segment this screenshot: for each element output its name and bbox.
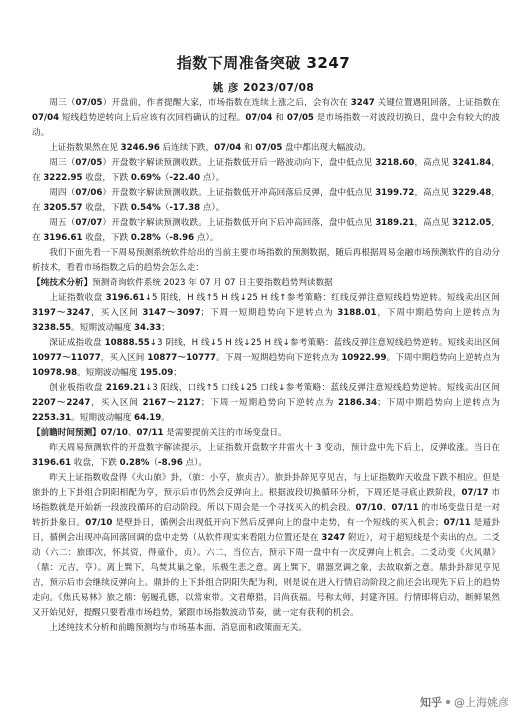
text-run: 07/05 [255,143,283,153]
text-run: ，买入区间 [100,353,148,363]
text-run: ）开盘数字解读预测收跌。上证指数低开向下后冲高回落，盘中低点见 [102,218,376,228]
text-run: ）开盘数字解读预测收跌。上证指数低开后一路波动向下，盘中低点见 [102,158,376,168]
text-run: 07/07 [75,218,103,228]
text-run: 上证指数收盘 [49,293,106,303]
text-run: 3229.48 [452,188,492,198]
text-run: 0.28% [130,233,161,243]
zhihu-logo: 知乎 [420,696,442,709]
text-run: 3247 [321,533,346,543]
text-run: ，高点见 [414,218,453,228]
text-run: 3189.21 [375,218,415,228]
text-run: 3222.95 [43,173,83,183]
text-run: 深证成指收盘 [49,338,105,348]
paragraph-p7 [32,276,500,291]
watermark [420,694,509,710]
paragraph-p2 [32,141,500,156]
paragraph-p13 [32,471,500,621]
text-run: 3147～3097 [142,308,201,318]
text-run: 周五（ [49,218,76,228]
text-run: 。短期波动幅度 [77,368,141,378]
text-run: 收盘，下跌 [82,173,131,183]
text-run: 收盘，下跌 [71,458,120,468]
text-run: 07/05 [286,113,314,123]
text-run: 是壁卦日，循例会出现低开向下然后反弹向上的盘中走势，有一个短线的买入机会； [112,518,444,528]
paragraph-p14 [32,621,500,636]
text-run: 07/11 [136,428,164,438]
text-run: 07/11 [391,503,419,513]
text-run: 。短期波动幅度 [71,323,135,333]
text-run: 07/05 [75,158,103,168]
text-run: 是遁卦日，循例会出现冲高回落回调的盘中走势（从软件现实来看阻力位置还是在 [32,518,501,543]
text-run: （ [160,173,170,183]
text-run: 周三（ [49,158,76,168]
text-run: 10888.55 [104,338,150,348]
text-run: 0.69% [130,173,161,183]
text-run: 3205.57 [43,203,83,213]
text-run: 07/10 [85,518,113,528]
text-run: ↓3 阳线，口线↑5 口线↓25 口线↓参考策略：蓝线反弹注意短线趋势逆转。短线卖出区间 [145,383,500,393]
text-run: 昨天上证指数收盘得《火山旅》卦，（旅：小亨，旅贞吉）。旅卦卦辞见亨见吉，与上证指数昨天收盘下跌不相应。但是旅卦的上下卦组合阴阳相配为亨，预示后市仍然会反弹向上。根据波段切换循环分析，下周还是寻底止跌阶段， [32,473,500,498]
text-run: -17.38 [169,203,201,213]
text-run: ； [161,323,170,333]
text-run: ，买入区间 [90,308,143,318]
text-run: 64.19 [134,413,162,423]
text-run: 3196.61 [32,458,72,468]
separator-dot-icon [446,700,450,704]
paragraph-p4 [32,186,500,216]
text-run: 点）。 [200,173,225,183]
text-run: 10877～10777 [147,353,217,363]
text-run: 创业板指收盘 [49,383,106,393]
text-run: 。 [161,413,170,423]
text-run: 3196.61 [105,293,145,303]
paragraph-p11 [32,426,500,441]
text-run: 3246.96 [120,143,160,153]
text-run: 我们下面先看一下周易预测系统软件给出的当前主要市场指数的预测数据，随后再根据周易金融市场预测软件的自动分析技术，看看市场指数之后的趋势会怎么走： [32,248,500,273]
text-run: 是市场指数一对波段切换日，盘中会有较大的波动。 [32,113,501,138]
text-run: 点）。 [194,233,219,243]
text-run: 07/06 [75,188,103,198]
text-run: ，在 [32,218,500,243]
text-run: 收盘，下跌 [82,233,131,243]
text-run: ；下周中期趋势向上逆转点为 [377,398,501,408]
text-run: （ [160,203,170,213]
text-run: 、 [382,503,392,513]
text-run: -8.96 [169,233,195,243]
text-run: 10978.98 [32,368,78,378]
paragraph-p9 [32,336,500,381]
text-run: 、 [127,428,137,438]
text-run: 。下周中期趋势向上逆转点为 [386,353,500,363]
paragraph-p6 [32,246,500,276]
paragraph-p12 [32,441,500,471]
text-run: 周四（ [49,188,76,198]
text-run: 附近），对于超短线是个卖出的点。二爻动（六二：旅即次，怀其资，得童仆，贞）。六二，当位吉，预示下周一盘中有一次反弹向上机会。二爻动变《火风鼎》（鼎：元吉，亨）。离上巽下，鸟焚其巢之象，乐极生悲之意。离上巽下，鼎器烹调之象，去故取新之意。鼎卦卦辞见亨见吉，预示后市会继续反弹向上。鼎卦的上下卦组合阴阳失配为利，则是说在进入行情启动阶段之前还会出现先下后上的趋势走向。《焦氏易林》旅之鼎：躬履孔德，以常束带。文君燎猎，吕尚获福。号称太师，封建齐国。行情即将启动，断鲜果然又开始见好，提醒只要看准市场趋势，紧跟市场指数波动节奏，就一定有获利的机会。 [32,533,501,618]
text-run: 市场指数就是开始新一段波段循环的启动阶段。所以下周会是一个寻找买入的机会段。 [32,488,500,513]
text-run: 07/10 [100,428,128,438]
text-run: 3247 [350,98,375,108]
text-run: 3196.61 [43,233,83,243]
text-run: 07/04 [245,113,273,123]
text-run: 3218.60 [375,158,415,168]
text-run: 07/04 [32,113,60,123]
text-run: ； [173,368,182,378]
text-run: ）开盘前，作者提醒大家，市场指数在连续上涨之后，会有次在 [102,98,351,108]
paragraph-p3 [32,156,500,186]
text-run: 195.09 [140,368,174,378]
text-run: 3238.55 [32,323,72,333]
watermark-author: @上海姚彦 [454,696,509,709]
text-run: ）开盘数字解读预测收跌。上证指数低开冲高回落后反弹，盘中低点见 [102,188,376,198]
paragraph-p5 [32,216,500,246]
text-run: ，在 [32,158,500,183]
text-run: 关键位置遇阻回落，上证指数在 [374,98,501,108]
text-run: ↓5 阳线，H 线↑5 H 线↓25 H 线↑参考策略：红线反弹注意短线趋势逆转。短线卖出区间 [144,293,501,303]
text-run: 2253.31 [32,413,72,423]
text-run: 点）。 [182,458,208,468]
text-run: （ [160,233,170,243]
article-body [32,96,500,636]
text-run: 后连续下跌， [159,143,215,153]
text-run: 2167～2127 [142,398,201,408]
text-run: 【前瞻时间预测】 [32,428,101,438]
text-run: -22.40 [169,173,201,183]
text-run: 07/11 [443,518,471,528]
text-run: ，在 [32,188,500,213]
text-run: 预测奇询软件系统 2023 年 07 月 07 日主要指数趋势判读数据 [92,278,333,288]
text-run: 3197～3247 [32,308,91,318]
text-run: 2207～2247 [32,398,91,408]
paragraph-p10 [32,381,500,426]
text-run: 10977～11077 [32,353,101,363]
text-run: 盘中都出现大幅波动。 [282,143,371,153]
text-run: 3212.05 [452,218,492,228]
text-run: 【纯技术分析】 [32,278,93,288]
text-run: ，买入区间 [90,398,143,408]
text-run: 07/17 [461,488,489,498]
text-run: ；下周一短期趋势向下逆转点为 [200,398,338,408]
text-run: 07/10 [355,503,383,513]
text-run: ，下周中期趋势向上逆转点为 [376,308,500,318]
text-run: 昨天周易预测软件的开盘数字解读提示，上证指数开盘数字井雷火十 3 变动，预计盘中先下后上，反弹收涨。当日在 [49,443,500,453]
text-run: ；下周一短期趋势向下逆转点为 [200,308,338,318]
article-byline: 姚 彦 2023/07/08 [212,82,315,94]
paragraph-p1 [32,96,500,141]
text-run: 是需要提前关注的市场变盘日。 [163,428,287,438]
text-run: ↓3 阴线，H 线↓5 H 线↓25 H 线↓参考策略：蓝线反弹注意短线趋势逆转。短线卖出区间 [149,338,501,348]
text-run: 和 [241,143,256,153]
text-run: 10922.99 [341,353,387,363]
text-run: 0.28% [119,458,150,468]
text-run: ，高点见 [414,158,453,168]
text-run: （ [149,458,159,468]
text-run: 周三（ [49,98,76,108]
text-run: 上证指数果然在见 [49,143,121,153]
text-run: 07/05 [75,98,103,108]
text-run: 点）。 [200,203,225,213]
text-run: 2186.34 [337,398,378,408]
text-run: 。下周一短期趋势向下逆转点为 [216,353,342,363]
text-run: 2169.21 [105,383,146,393]
text-run: 上述纯技术分析和前瞻预测均与市场基本面、消息面和政策面无关。 [49,623,308,633]
text-run: 3241.84 [452,158,492,168]
article-title: 指数下周准备突破 3247 [176,54,351,72]
paragraph-p8 [32,291,500,336]
text-run: 。短期波动幅度 [71,413,135,423]
text-run: 3199.72 [375,188,415,198]
text-run: 和 [272,113,287,123]
text-run: 34.33 [134,323,162,333]
text-run: 3188.01 [337,308,377,318]
text-run: 0.54% [130,203,161,213]
text-run: 07/04 [214,143,242,153]
text-run: -8.96 [158,458,183,468]
text-run: 的市场变盘日是一对转折卦象日。 [32,503,500,528]
text-run: 短线趋势逆转向上后应该有次回档确认的过程。 [59,113,246,123]
text-run: 收盘，下跌 [82,203,131,213]
text-run: ，高点见 [414,188,453,198]
